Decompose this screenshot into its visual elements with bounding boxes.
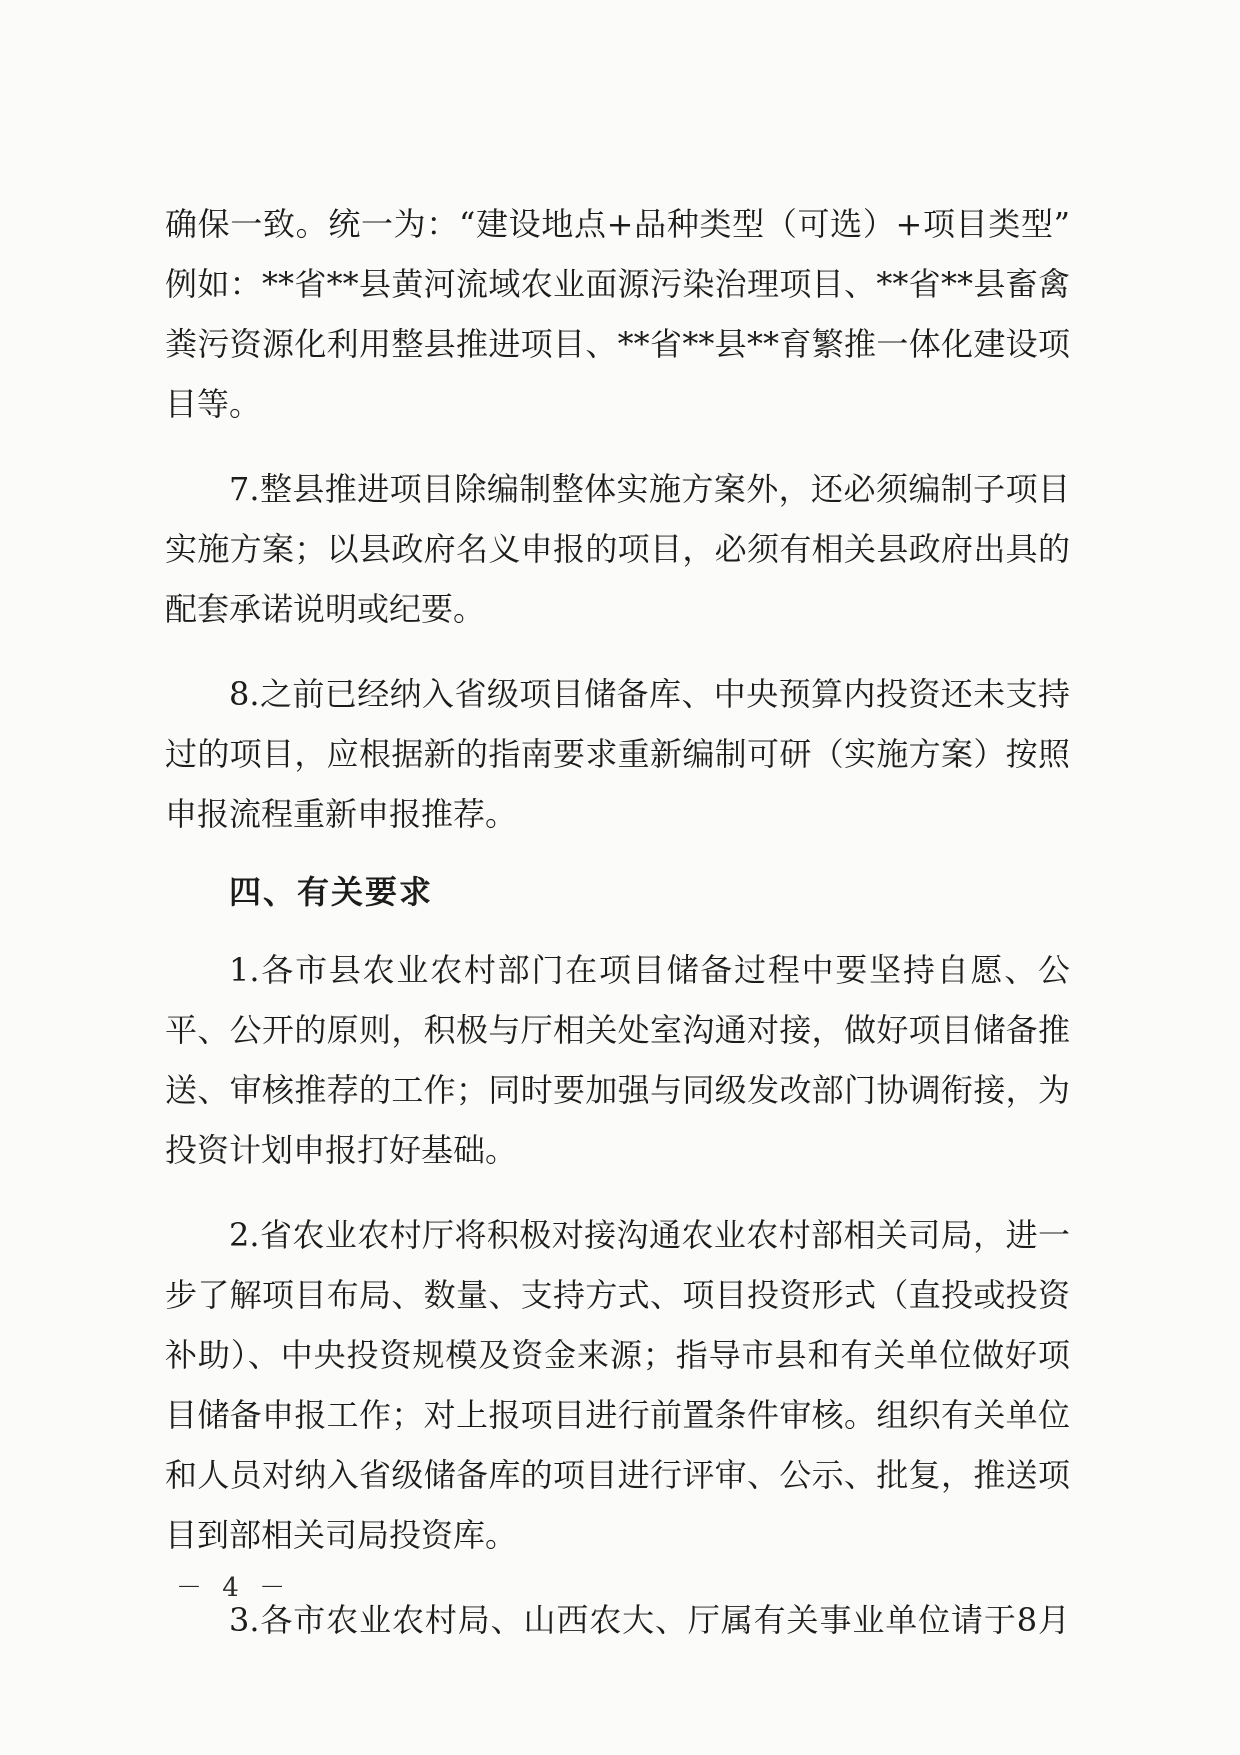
text-line: 补助）、中央投资规模及资金来源；指导市县和有关单位做好项 [165, 1336, 1070, 1374]
document-body [165, 194, 1070, 1650]
text-line: 1.各市县农业农村部门在项目储备过程中要坚持自愿、公 [229, 951, 1070, 989]
text-line: 3.各市农业农村局、山西农大、厅属有关事业单位请于8月 [229, 1601, 1070, 1639]
paragraph-continued [165, 194, 1070, 434]
text-line: 8.之前已经纳入省级项目储备库、中央预算内投资还未支持 [229, 675, 1070, 713]
text-line: 投资计划申报打好基础。 [165, 1131, 518, 1169]
text-line: 实施方案；以县政府名义申报的项目，必须有相关县政府出具的 [165, 530, 1070, 568]
page-number: － 4 － [176, 1573, 292, 1603]
section-heading: 四、有关要求 [229, 873, 434, 911]
requirement-1 [165, 940, 1070, 1180]
paragraph-item-7 [165, 459, 1070, 639]
text-line: 过的项目，应根据新的指南要求重新编制可研（实施方案）按照 [165, 735, 1070, 773]
text-line: 步了解项目布局、数量、支持方式、项目投资形式（直投或投资 [165, 1276, 1070, 1314]
requirement-2 [165, 1205, 1070, 1565]
text-line: 目等。 [165, 385, 262, 423]
text-line: 目到部相关司局投资库。 [165, 1516, 518, 1554]
text-line: 平、公开的原则，积极与厅相关处室沟通对接，做好项目储备推 [165, 1011, 1070, 1049]
text-line: 例如：**省**县黄河流域农业面源污染治理项目、**省**县畜禽 [165, 265, 1070, 303]
text-line: 申报流程重新申报推荐。 [165, 795, 518, 833]
text-line: 配套承诺说明或纪要。 [165, 590, 486, 628]
text-line: 和人员对纳入省级储备库的项目进行评审、公示、批复，推送项 [165, 1456, 1070, 1494]
text-line: 2.省农业农村厅将积极对接沟通农业农村部相关司局，进一 [229, 1216, 1070, 1254]
text-line: 目储备申报工作；对上报项目进行前置条件审核。组织有关单位 [165, 1396, 1070, 1434]
paragraph-item-8 [165, 664, 1070, 844]
requirement-3 [165, 1590, 1070, 1650]
text-line: 确保一致。统一为：“建设地点+品种类型（可选）+项目类型” [165, 205, 1070, 243]
text-line: 送、审核推荐的工作；同时要加强与同级发改部门协调衔接，为 [165, 1071, 1070, 1109]
text-line: 粪污资源化利用整县推进项目、**省**县**育繁推一体化建设项 [165, 325, 1070, 363]
text-line: 7.整县推进项目除编制整体实施方案外，还必须编制子项目 [229, 470, 1070, 508]
